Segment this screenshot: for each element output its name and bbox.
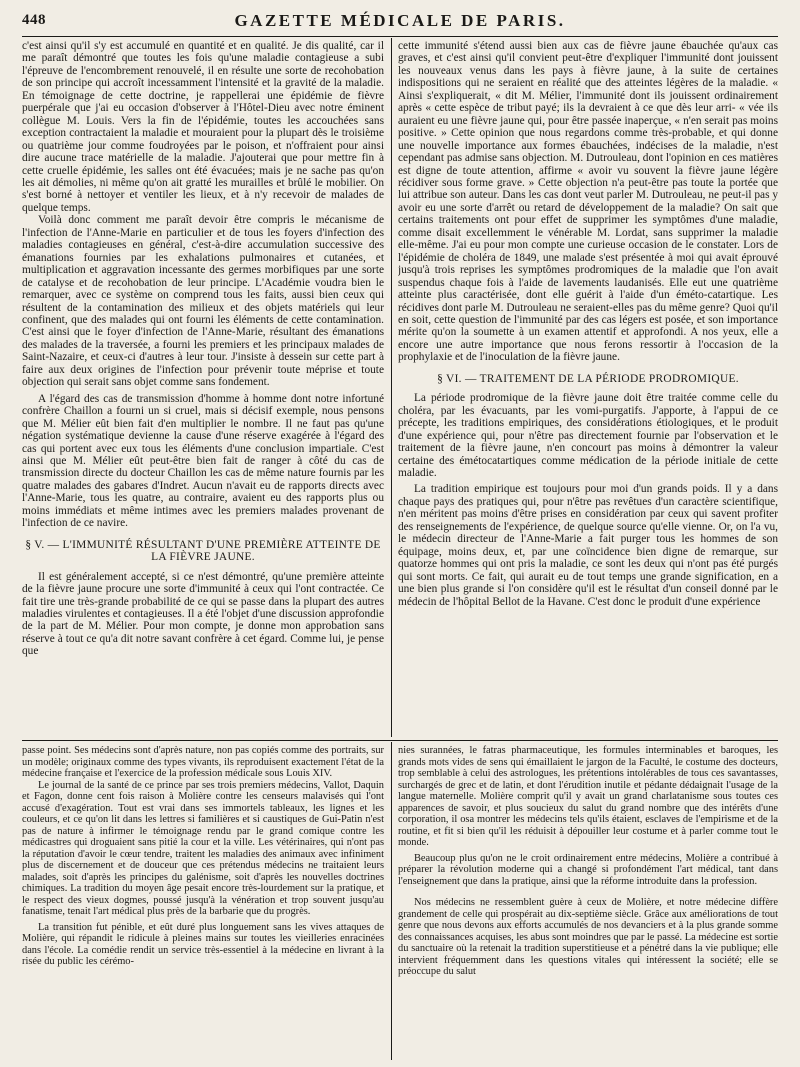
paragraph: La tradition empirique est toujours pour moi d'un grands poids. Il y a dans chaque pays des pratiques qui, pour n'être pas revêtues d'un caractère scientifique, n'en méritent pas moins d'être prises en considération par ceux qui savent profiter des renseignements de l'expérience, de quelque source qu'elle vienne. Or, on l'a vu, le médecin directeur de l'Anne-Marie a fait purger tous les hommes de son équipage, moins deux, et, par une coïncidence bien digne de remarque, sur quatorze hommes qui ont pris la maladie, ce sont les deux qui n'ont pas été purgés qui sont morts. Ce fait, qui aurait eu de tout temps une grande signification, en a une bien plus grande si l'on considère qu'il est le résultat d'un conseil donné par le médecin de l'hôpital Bellot de la Havane. C'est donc le produit d'une expérience bbox=[398, 483, 778, 608]
journal-title: GAZETTE MÉDICALE DE PARIS. bbox=[234, 11, 566, 30]
running-header bbox=[22, 10, 778, 34]
upper-left-column bbox=[22, 40, 384, 738]
upper-right-column bbox=[398, 40, 778, 738]
paragraph: Voilà donc comment me paraît devoir être compris le mécanisme de l'infection de l'Anne-Marie en particulier et de tous les foyers d'infection des maladies contagieuses en général, c'est-à-dire accumulation successive des émanations fournies par les exhalations pulmonaires et cutanées, et multiplication et aggravation incessante des germes morbifiques par une sorte de catalyse et de recohobation de leur principe. L'Académie voudra bien le remarquer, avec ce système on comprend tous les faits, aussi bien ceux qui résultent de la contamination des milieux et des objets matériels qui leur confinent, que des malades qui ont fourni les éléments de cette contamination. C'est ainsi que le foyer d'infection de l'Anne-Marie, résultant des émanations des malades de la traversée, a fourni les premiers et les principaux malades de Saint-Nazaire, et ceux-ci d'autres à leur tour. J'insiste à dessein sur cette part à faire aux deux origines de l'infection pour prévenir toute méprise et toute objection qui serait sans objet comme sans fondement. bbox=[22, 214, 384, 389]
paragraph: c'est ainsi qu'il s'y est accumulé en quantité et en qualité. Je dis qualité, car il me paraît démontré que toutes les fois qu'une maladie contagieuse a subi l'épreuve de l'encombrement renouvelé, il en résulte une sorte de recohobation de son principe qui accroît incessamment l'intensité et la gravité de la maladie. En témoignage de cette doctrine, je rappellerai une épidémie de fièvre puerpérale que j'ai eu occasion d'observer à l'Hôtel-Dieu avec notre éminent collègue M. Louis. Vers la fin de l'épidémie, toutes les accouchées sans exception contractaient la maladie et mouraient pour la plupart dès le troisième ou quatrième jour comme foudroyées par le poison, et n'offraient pour ainsi dire aucune trace matérielle de la maladie. J'ajouterai que pour mettre fin à cette cruelle épidémie, les salles ont été évacuées; mais je ne sache pas qu'on les ait démolies, ni même qu'on ait gratté les murailles et brûlé le mobilier. On s'est borné à nettoyer et ventiler les lieux, et à n'y recevoir de malades de quelque temps. bbox=[22, 40, 384, 214]
paragraph: La transition fut pénible, et eût duré plus longuement sans les vives attaques de Molière, qui répandit le ridicule à pleines mains sur toutes les vieilleries enracinées dans l'école. La comédie rendit un service très-essentiel à la médecine en livrant à la risée du public les cérémo- bbox=[22, 921, 384, 967]
paragraph: nies surannées, le fatras pharmaceutique, les formules interminables et baroques, les grands mots vides de sens qui émaillaient le jargon de la Faculté, le costume des docteurs, trop semblable à celui des astrologues, les prétentions intolérables de tous ces savantasses, surchargés de grec et de latin, et dont l'érudition inutile et pédante dédaignait l'usage de la langue maternelle. Molière comprit qu'il y avait un grand charlatanisme sous toutes ces apparences de savoir, et plus soucieux du salut du grand nombre que des intérêts d'une corporation, il osa montrer les médecins tels qu'ils étaient, esclaves de l'empirisme et de la routine, et fit si bien qu'il les réduisit à dépouiller leur costume et à parler comme tout le monde. bbox=[398, 745, 778, 848]
paragraph: Il est généralement accepté, si ce n'est démontré, qu'une première atteinte de la fièvre jaune procure une sorte d'immunité à ceux qui l'ont contractée. Ce fait tire une très-grande probabilité de ce qui se passe dans la plupart des autres maladies virulentes et contagieuses. Il a été l'objet d'une discussion approfondie de la part de M. Mélier. Pour mon compte, je donne mon approbation sans réserve à tout ce qu'a dit notre savant confrère à cet égard. Comme lui, je pense que bbox=[22, 570, 384, 658]
paragraph: Beaucoup plus qu'on ne le croit ordinairement entre médecins, Molière a contribué à préparer la révolution moderne qui a changé si profondément l'art médical, tant dans l'enseignement que dans la pratique, ainsi que la réforme introduite dans la profession. bbox=[398, 852, 778, 887]
section-heading-v: § V. — L'IMMUNITÉ RÉSULTANT D'UNE PREMIÈRE ATTEINTE DE LA FIÈVRE JAUNE. bbox=[25, 538, 381, 564]
paragraph: Nos médecins ne ressemblent guère à ceux de Molière, et notre médecine diffère grandement de celle qui prospérait au dix-septième siècle. Grâce aux améliorations de tout genre que nous devons aux efforts accumulés de nos devanciers et à la plus grande somme des connaissances acquises, les abus sont moindres que par le passé. La médecine est sortie du sanctuaire où la retenait la tradition superstitieuse et a pénétré dans la vie publique; elle intervient fréquemment dans les questions vitales qui intéressent la société; elle se préoccupe du salut bbox=[398, 897, 778, 977]
paragraph: Le journal de la santé de ce prince par ses trois premiers médecins, Vallot, Daquin et Fagon, donne cent fois raison à Molière contre les censeurs malavisés qui l'ont accusé d'exagération. Tout est vrai dans ses immortels tableaux, les lignes et les couleurs, et ce qu'on lit dans les lettres si familières et si caustiques de Gui-Patin n'est pas de nature à infirmer le témoignage rendu par le grand comique contre les médicastres qui droguaient sans pitié la cour et la ville. Les vétérinaires, qui n'ont pas la réputation d'avoir le cœur tendre, traitent les maladies des animaux avec infiniment plus de discernement et de douceur que ces prétendus médecins ne traitaient leurs malades, soit d'après les principes du galénisme, soit d'après les nouvelles doctrines chimiques. La tradition du moyen âge pesait encore très-lourdement sur la pratique, et le respect des vieux dogmes, poussé jusqu'à la vénération et trop souvent jusqu'au fanatisme, tenait l'art médical plus près de la barbarie que du progrès. bbox=[22, 779, 384, 917]
paragraph: A l'égard des cas de transmission d'homme à homme dont notre infortuné confrère Chaillon a fourni un si cruel, mais si décisif exemple, nous pensons que M. Mélier eût bien fait d'en multiplier le nombre. Il ne faut pas qu'une négation systématique devienne la cause d'une réserve exagérée à l'égard des cas qui portent avec eux tous les éléments d'une conclusion impartiale. C'est ainsi que M. Mélier eût peut-être bien fait de ranger à côté du cas de transmission directe du docteur Chaillon les cas de même nature fournis par les quatre malades des gabares d'Indret. Aucun n'avait eu de rapports directs avec l'Anne-Marie, tous les quatre, au contraire, avaient eu des rapports plus ou moins immédiats et même intimes avec les premiers malades provenant de l'infection de ce navire. bbox=[22, 392, 384, 530]
paragraph: cette immunité s'étend aussi bien aux cas de fièvre jaune ébauchée qu'aux cas graves, et c'est ainsi qu'il convient peut-être d'expliquer l'immunité dont jouissent les nouveaux venus dans les pays à fièvre jaune, à la suite de certaines indispositions qui ne seraient en réalité que des atteintes légères de la maladie. « Ainsi s'expliquerait, « dit M. Mélier, l'immunité dont ils jouissent ordinairement après « cette espèce de tribut payé; ils la devraient à ce que dès leur arri- « vée ils auraient eu une fièvre jaune qui, pour être passée inaperçue, « n'en serait pas moins positive. » Cette opinion que nous regardons comme très-probable, et qui donne une nouvelle importance aux formes ébauchées, indécises de la maladie, n'est cependant pas admise sans objection. M. Dutrouleau, dont l'opinion en ces matières est digne de toute attention, affirme « avoir vu souvent la fièvre jaune légère récidiver sous forme grave. » Cette objection n'a peut-être pas toute la portée que lui attribue son auteur. Dans les cas dont veut parler M. Dutrouleau, ne peut-il pas y avoir eu une sorte d'arrêt ou retard de développement de la maladie? On sait que certains traitements ont pour effet de supprimer les symptômes d'une maladie, comme disait excellemment le vénérable M. Lordat, sans supprimer la maladie elle-même. J'ai eu pour mon compte une curieuse occasion de le constater. Lors de l'épidémie de choléra de 1849, une malade s'est présentée à moi qui avait éprouvé jusqu'à trois reprises les symptômes prodromiques de la maladie que l'on avait suspendus chaque fois à l'aide de lavements laudanisés. Elle eut une quatrième atteinte plus caractérisée, dont elle guérit à l'aide d'un éméto-catartique. Les récidives dont parle M. Dutrouleau ne seraient-elles pas du même genre? Quoi qu'il en soit, cette question de l'immunité par des cas légers est posée, et son importance mérite qu'on la soumette à un examen attentif et approfondi. A nos yeux, elle a encore une autre importance que nous ferons ressortir à l'occasion de la prophylaxie et de l'inoculation de la fièvre jaune. bbox=[398, 40, 778, 364]
paragraph: La période prodromique de la fièvre jaune doit être traitée comme celle du choléra, par les évacuants, par les vomi-purgatifs. J'apporte, à l'appui de ce précepte, les traditions empiriques, des considérations étiologiques, et le produit d'une expérience qui, pour n'être pas directement fournie par l'observation et le traitement de la fièvre jaune, n'en concourt pas moins à démontrer la valeur certaine des émétocatartiques comme médication de la période initiale de cette maladie. bbox=[398, 392, 778, 479]
paragraph: passe point. Ses médecins sont d'après nature, non pas copiés comme des portraits, sur un modèle; originaux comme des types vivants, ils reproduisent exactement l'état de la médecine française et l'exercice de la profession médicale sous Louis XIV. bbox=[22, 745, 384, 779]
header-rule bbox=[22, 36, 778, 37]
page-number: 448 bbox=[22, 12, 46, 28]
feuilleton-separator-rule bbox=[22, 740, 778, 741]
column-divider-lower bbox=[391, 742, 392, 1060]
feuilleton-right-column bbox=[398, 745, 778, 1060]
column-divider-upper bbox=[391, 38, 392, 737]
feuilleton-left-column bbox=[22, 745, 384, 1060]
section-heading-vi: § VI. — TRAITEMENT DE LA PÉRIODE PRODROMIQUE. bbox=[437, 372, 739, 385]
